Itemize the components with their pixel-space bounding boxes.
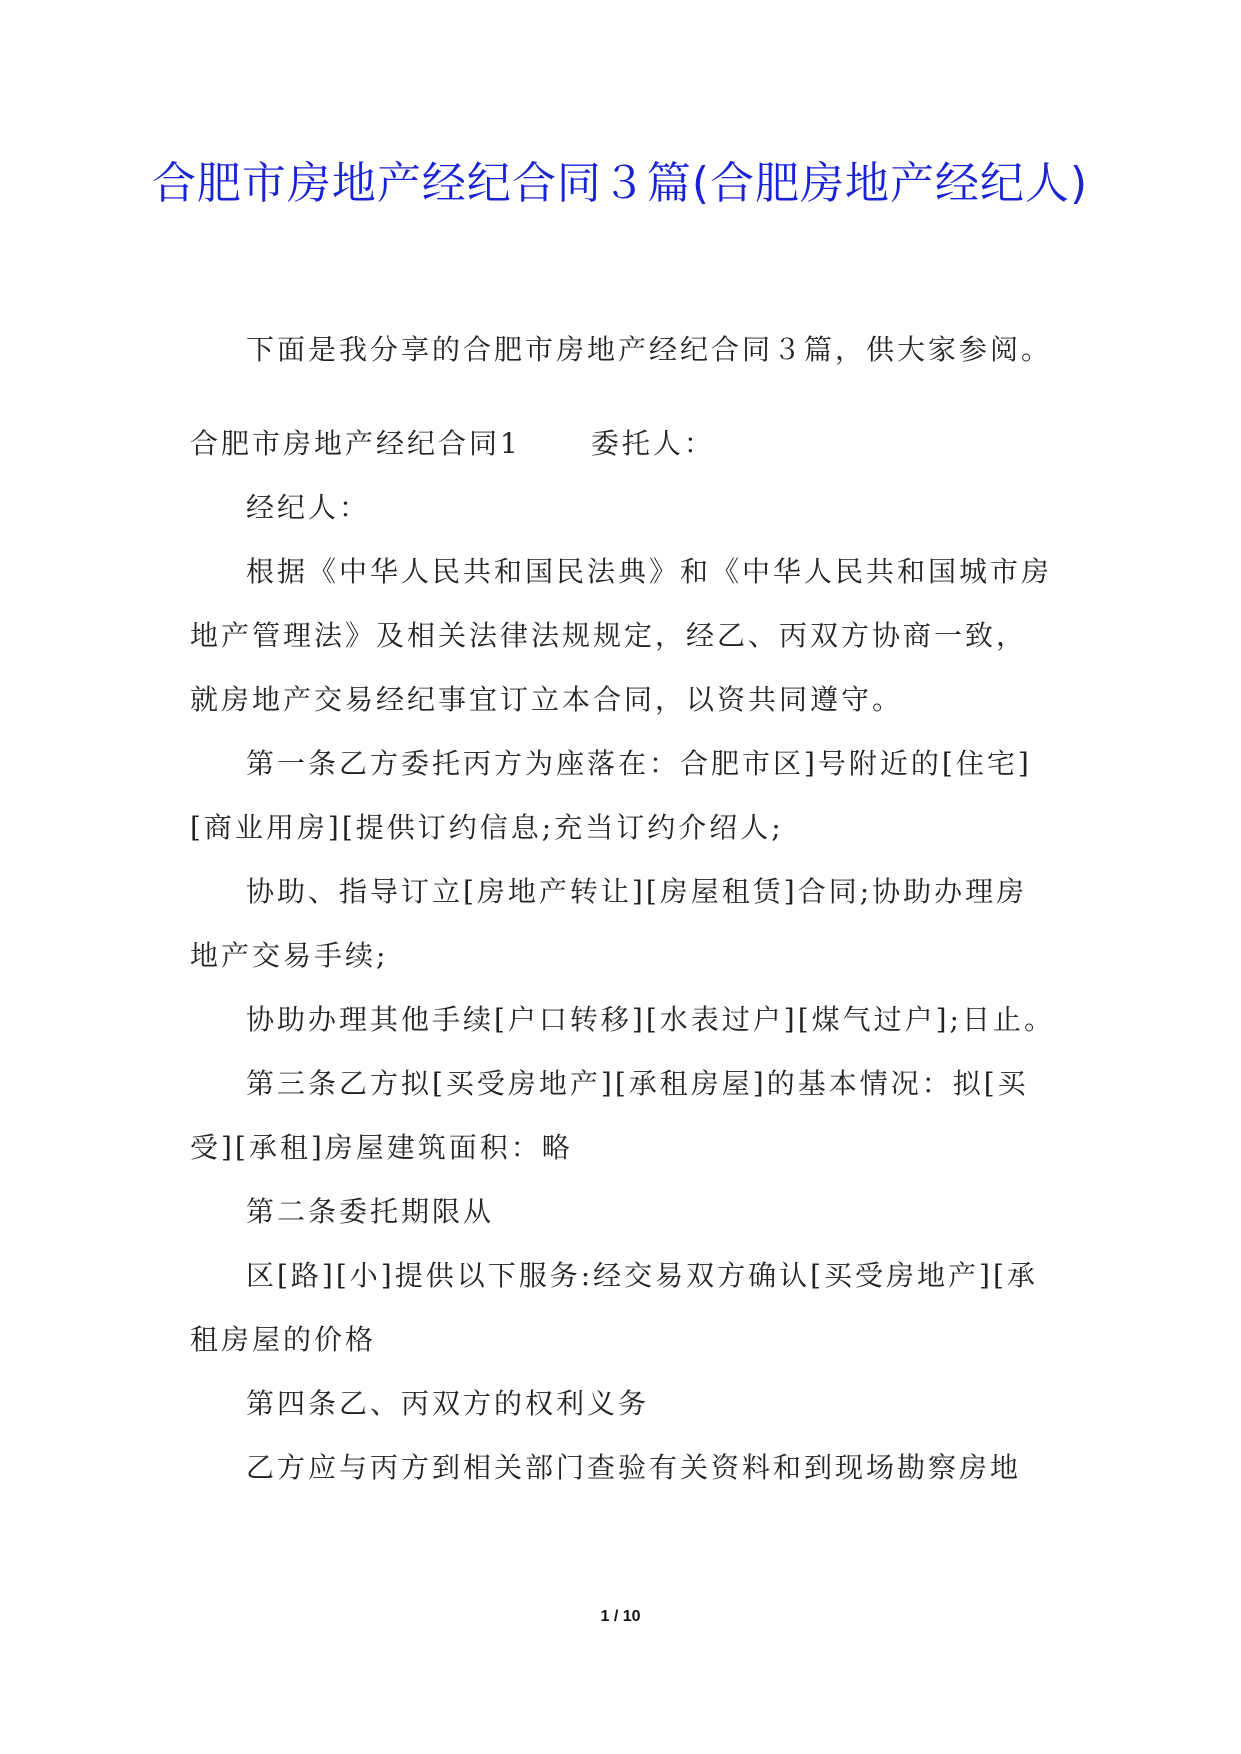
paragraph-article-2: 第二条委托期限从 [246,1195,495,1228]
broker-label: 经纪人： [246,491,371,524]
paragraph-services: 区[路][小]提供以下服务:经交易双方确认[买受房地产][承租房屋的价格 [190,1259,1038,1356]
paragraph-assist-other: 协助办理其他手续[户口转移][水表过户][煤气过户];日止。 [246,1003,1055,1036]
paragraph-legal-basis: 根据《中华人民共和国民法典》和《中华人民共和国城市房地产管理法》及相关法律法规规定，经乙、丙双方协商一致，就房地产交易经纪事宜订立本合同，以资共同遵守。 [190,555,1053,716]
paragraph-inspection: 乙方应与丙方到相关部门查验有关资料和到现场勘察房地 [246,1451,1022,1484]
contract-heading: 合肥市房地产经纪合同1 [190,427,521,460]
document-title: 合肥市房地产经纪合同３篇(合肥房地产经纪人) [151,158,1089,209]
client-label: 委托人： [590,427,715,460]
document-body [190,318,1055,1500]
contract-heading-line [190,412,1055,476]
paragraph-article-4: 第四条乙、丙双方的权利义务 [246,1387,650,1420]
paragraph-article-3: 第三条乙方拟[买受房地产][承租房屋]的基本情况：拟[买受][承租]房屋建筑面积：略 [190,1067,1029,1164]
paragraph-article-1: 第一条乙方委托丙方为座落在：合肥市区]号附近的[住宅][商业用房][提供订约信息;充当订约介绍人; [190,747,1032,844]
paragraph-assist-contract: 协助、指导订立[房地产转让][房屋租赁]合同;协助办理房地产交易手续; [190,875,1028,972]
page-number: 1 / 10 [600,1608,641,1625]
intro-paragraph: 下面是我分享的合肥市房地产经纪合同３篇，供大家参阅。 [246,333,1053,366]
